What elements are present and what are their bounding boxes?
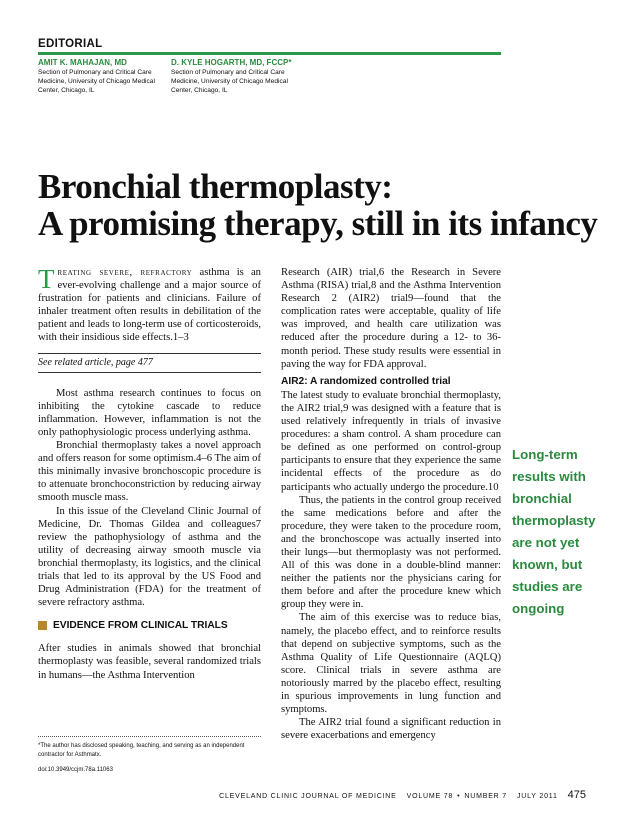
pull-quote: Long-term results with bronchial thermoplasty are not yet known, but studies are ongoing (512, 447, 596, 616)
body-paragraph: In this issue of the Cleveland Clinic Journal of Medicine, Dr. Thomas Gildea and colleagues7 review the pathophysiology of asthma and the utility of decreasing airway smooth muscle via bronchial thermoplasty, its logistics, and the clinical trials that led to its approval by the US Food and Drug Administration (FDA) for the treatment of severe refractory asthma. (38, 505, 261, 609)
journal-name: CLEVELAND CLINIC JOURNAL OF MEDICINE (219, 793, 397, 800)
body-paragraph: Research (AIR) trial,6 the Research in Severe Asthma (RISA) trial,8 and the Asthma Intervention Research 2 (AIR2) trial9—found that the complication rates were acceptable, quality of life was improved, and health care utilization was reduced after the procedure during a 12- to 36-month period. These study results were essential in paving the way for FDA approval. (281, 267, 501, 370)
subsection-heading: AIR2: A randomized controlled trial (281, 375, 451, 387)
doi-link[interactable]: doi:10.3949/ccjm.78a.11063 (38, 767, 113, 773)
heading-square-icon (38, 621, 47, 630)
right-column (281, 266, 501, 742)
body-paragraph: Most asthma research continues to focus on inhibiting the cytokine cascade to reduce inflammation. However, inflammation is not the only pathophysiologic process underlying asthma. (38, 387, 261, 438)
body-paragraph: Bronchial thermoplasty takes a novel approach and offers reason for some optimism.4–6 The aim of this minimally invasive bronchoscopic procedure is to attenuate bronchoconstriction by reducing airway smooth muscle mass. (38, 440, 261, 504)
author-affiliation: Section of Pulmonary and Critical Care Medicine, University of Chicago Medical Center, Chicago, IL (38, 69, 155, 94)
body-paragraph: The aim of this exercise was to reduce bias, namely, the placebo effect, and to reinforce results that depend on subjective symptoms, such as the Asthma Quality of Life Questionnaire (AQLQ) score. Clinical trials in severe asthma are notoriously marred by the placebo effect, resulting in spurious improvements in lung function and symptoms. (281, 612, 501, 716)
disclosure-note: *The author has disclosed speaking, teaching, and serving as an independent contractor for Asthmatx. (38, 743, 245, 758)
section-heading-text: EVIDENCE FROM CLINICAL TRIALS (53, 620, 228, 632)
issue-date: JULY 2011 (516, 793, 558, 800)
body-paragraph: Thus, the patients in the control group received the same medications before and after the procedure, they were taken to the procedure room, and the bronchoscope was actually inserted into their lungs—but thermoplasty was not performed. All of this was done in a double-blind manner: neither the patients nor the physicians caring for them before and after the procedure knew which group they were in. (281, 494, 501, 611)
related-article-link[interactable]: See related article, page 477 (38, 354, 261, 373)
title-line-2: A promising therapy, still in its infancy (38, 204, 598, 243)
author-name: D. KYLE HOGARTH, MD, FCCP* (171, 58, 292, 67)
footnote (38, 736, 261, 775)
left-column (38, 266, 261, 682)
intro-lead: reating severe, refractory (57, 267, 193, 278)
section-heading (38, 619, 261, 632)
author-block-1 (38, 58, 163, 95)
intro-text: asthma is an ever-evolving challenge and a major source of frustration for patients and clinicians. Failure of inhaler treatment often results in debilitation of the patient and leads to long-term use of corticosteroids, with their insidious side effects.1–3 (38, 267, 261, 344)
drop-cap: T (38, 264, 55, 294)
section-label: EDITORIAL (38, 38, 103, 50)
issue-number: NUMBER 7 (464, 793, 507, 800)
body-paragraph: After studies in animals showed that bronchial thermoplasty was feasible, several randomized trials in humans—the Asthma Intervention (38, 643, 261, 681)
page-number: 475 (567, 789, 586, 801)
volume: VOLUME 78 (406, 793, 454, 800)
intro-paragraph (38, 266, 261, 345)
page-footer (200, 789, 586, 801)
title-line-1: Bronchial thermoplasty: (38, 167, 393, 206)
body-paragraph: The latest study to evaluate bronchial thermoplasty, the AIR2 trial,9 was designed with a feature that is used relatively infrequently in trials of invasive procedures: a sham control. A sham procedure can be defined as one performed on control-group participants to ensure that they experience the same incidental effects of the procedure as do participants who actually undergo the procedure.10 (281, 389, 501, 493)
article-title (38, 168, 597, 242)
bullet-separator: • (457, 793, 461, 800)
author-affiliation: Section of Pulmonary and Critical Care Medicine, University of Chicago Medical Center, Chicago, IL (171, 69, 288, 94)
header-rule (38, 52, 501, 55)
author-block-2 (171, 58, 296, 95)
body-paragraph: The AIR2 trial found a significant reduction in severe exacerbations and emergency (281, 717, 501, 742)
author-name: AMIT K. MAHAJAN, MD (38, 58, 127, 67)
